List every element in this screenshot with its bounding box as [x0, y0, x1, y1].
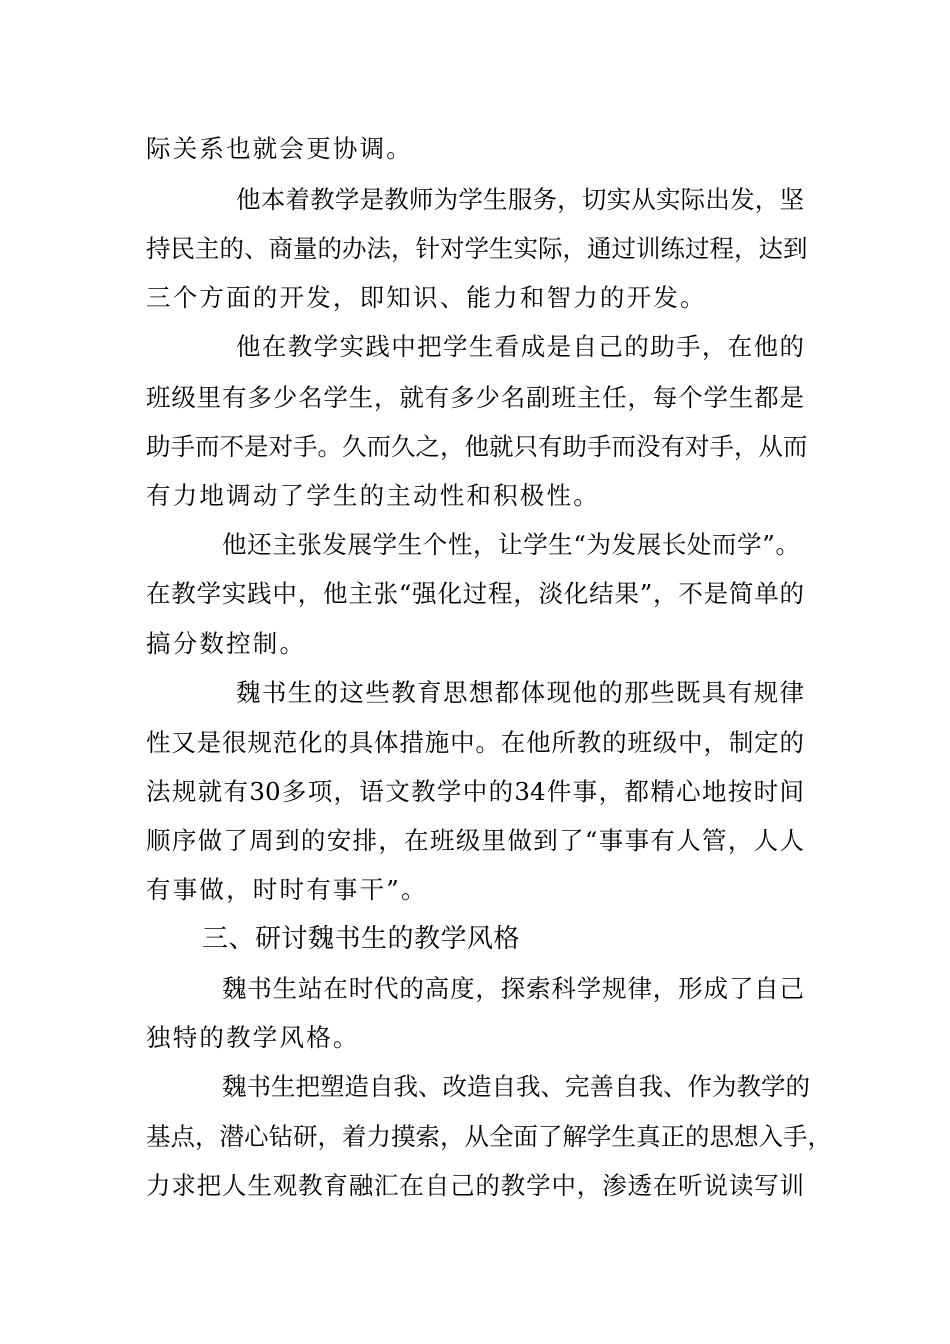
text-line: 班级里有多少名学生，就有多少名副班主任，每个学生都是	[146, 383, 804, 412]
paragraph-first-line: 他还主张发展学生个性，让学生“为发展长处而学”。	[222, 530, 801, 559]
text-line: 顺序做了周到的安排，在班级里做到了“事事有人管，人人	[146, 826, 804, 855]
text-line: 搞分数控制。	[146, 629, 307, 658]
text-line: 三个方面的开发，即知识、能力和智力的开发。	[146, 283, 707, 312]
text-line: 法规就有30多项，语文教学中的34件事，都精心地按时间	[146, 777, 804, 806]
text-line: 基点，潜心钻研，着力摸索，从全面了解学生真正的思想入手，	[146, 1122, 832, 1151]
paragraph-first-line: 魏书生站在时代的高度，探索科学规律，形成了自己	[222, 974, 804, 1003]
paragraph-first-line: 魏书生把塑造自我、改造自我、完善自我、作为教学的	[222, 1072, 810, 1101]
text-line: 性又是很规范化的具体措施中。在他所教的班级中，制定的	[146, 728, 804, 757]
text-line: 有事做，时时有事干”。	[146, 875, 428, 904]
text-line: 助手而不是对手。久而久之，他就只有助手而没有对手，从而	[146, 432, 808, 461]
text-line: 力求把人生观教育融汇在自己的教学中，渗透在听说读写训	[146, 1171, 804, 1200]
text-line: 独特的教学风格。	[146, 1023, 360, 1052]
paragraph-first-line: 他在教学实践中把学生看成是自己的助手，在他的	[236, 332, 804, 361]
text-line: 在教学实践中，他主张“强化过程，淡化结果”，不是简单的	[146, 579, 804, 608]
paragraph-first-line: 他本着教学是教师为学生服务，切实从实际出发，坚	[236, 185, 804, 214]
text-line: 际关系也就会更协调。	[146, 134, 413, 163]
section-heading: 三、研讨魏书生的教学风格	[202, 924, 521, 954]
text-line: 有力地调动了学生的主动性和积极性。	[146, 481, 600, 510]
paragraph-first-line: 魏书生的这些教育思想都体现他的那些既具有规律	[236, 678, 804, 707]
text-line: 持民主的、商量的办法，针对学生实际，通过训练过程，达到	[146, 234, 808, 263]
